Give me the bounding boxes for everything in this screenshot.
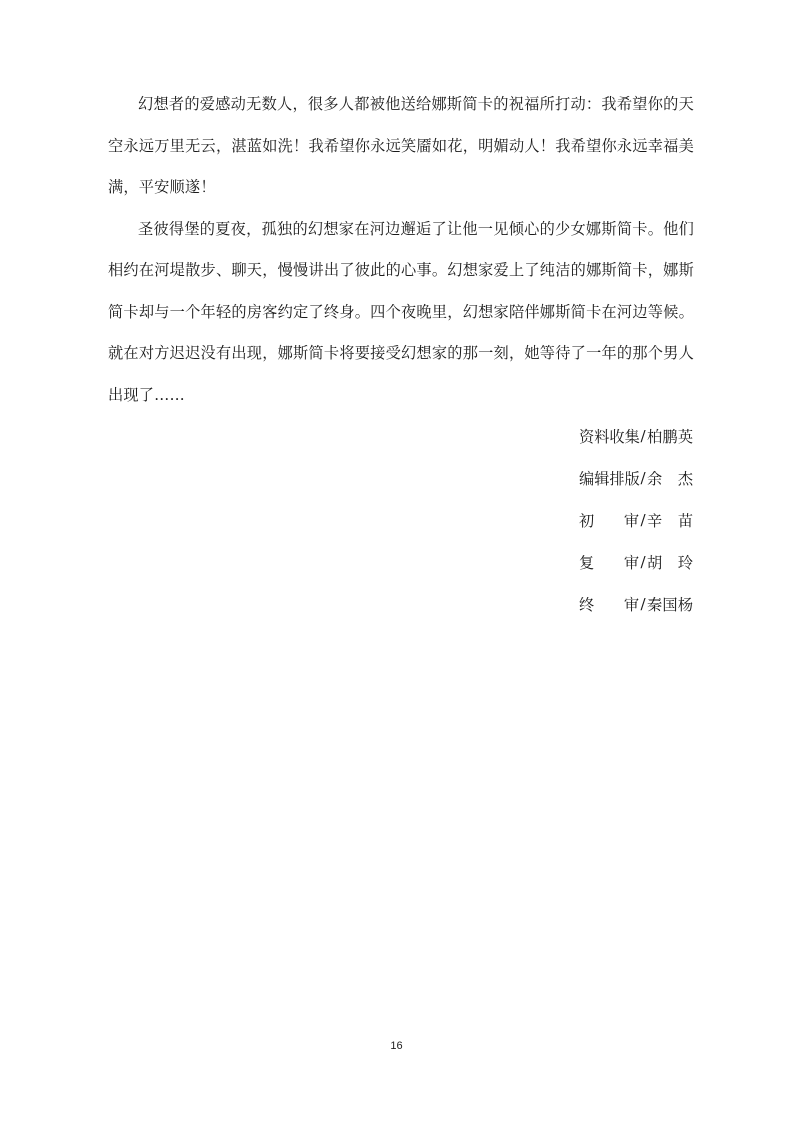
credit-separator: / <box>640 469 646 487</box>
credit-line <box>579 499 699 541</box>
credit-char: 苗 <box>677 511 693 530</box>
credit-char: 胡 <box>647 553 663 572</box>
credit-role <box>579 594 639 615</box>
credit-name <box>647 594 693 615</box>
credit-char: 辑 <box>594 469 610 488</box>
credit-char: 鹏 <box>662 427 678 446</box>
credit-char: 版 <box>624 469 640 488</box>
credit-char: 料 <box>594 427 610 446</box>
credit-char: 杰 <box>677 469 693 488</box>
credit-char: 杨 <box>677 595 693 614</box>
credit-name <box>647 510 693 531</box>
credit-char: 集 <box>624 427 640 446</box>
credit-char: 辛 <box>647 511 663 530</box>
credit-role <box>579 468 639 489</box>
credit-char: 英 <box>677 427 693 446</box>
paragraph: 幻想者的爱感动无数人，很多人都被他送给娜斯简卡的祝福所打动：我希望你的天空永远万里无云，湛蓝如洗！我希望你永远笑靥如花，明媚动人！我希望你永远幸福美满，平安顺遂！ <box>108 95 694 196</box>
credits-block <box>579 415 699 625</box>
credit-separator: / <box>640 511 646 529</box>
credit-char: 柏 <box>647 427 663 446</box>
credit-line <box>579 583 699 625</box>
body-text <box>108 84 694 416</box>
credit-char: 复 <box>579 553 595 572</box>
credit-role <box>579 552 639 573</box>
credit-role <box>579 510 639 531</box>
credit-char: 审 <box>623 511 639 530</box>
credit-char: 编 <box>579 469 595 488</box>
credit-char: 玲 <box>677 553 693 572</box>
credit-separator: / <box>640 553 646 571</box>
credit-separator: / <box>640 427 646 445</box>
credit-char: 余 <box>647 469 663 488</box>
credit-line <box>579 415 699 457</box>
credit-name <box>647 426 693 447</box>
credit-name <box>647 468 693 489</box>
credit-line <box>579 541 699 583</box>
credit-char: 资 <box>579 427 595 446</box>
credit-char: 终 <box>579 595 595 614</box>
credit-char: 审 <box>623 595 639 614</box>
credit-char: 秦 <box>647 595 663 614</box>
credit-char: 收 <box>609 427 625 446</box>
credit-char: 国 <box>662 595 678 614</box>
credit-char: 初 <box>579 511 595 530</box>
page-number: 16 <box>390 1040 403 1052</box>
credit-name <box>647 552 693 573</box>
credit-role <box>579 426 639 447</box>
credit-char: 排 <box>609 469 625 488</box>
credit-char: 审 <box>623 553 639 572</box>
credit-separator: / <box>640 595 646 613</box>
paragraph: 圣彼得堡的夏夜，孤独的幻想家在河边邂逅了让他一见倾心的少女娜斯简卡。他们相约在河堤散步、聊天，慢慢讲出了彼此的心事。幻想家爱上了纯洁的娜斯简卡，娜斯简卡却与一个年轻的房客约定了终身。四个夜晚里，幻想家陪伴娜斯简卡在河边等候。就在对方迟迟没有出现，娜斯简卡将要接受幻想家的那一刻，她等待了一年的那个男人出现了…… <box>108 219 694 404</box>
credit-line <box>579 457 699 499</box>
